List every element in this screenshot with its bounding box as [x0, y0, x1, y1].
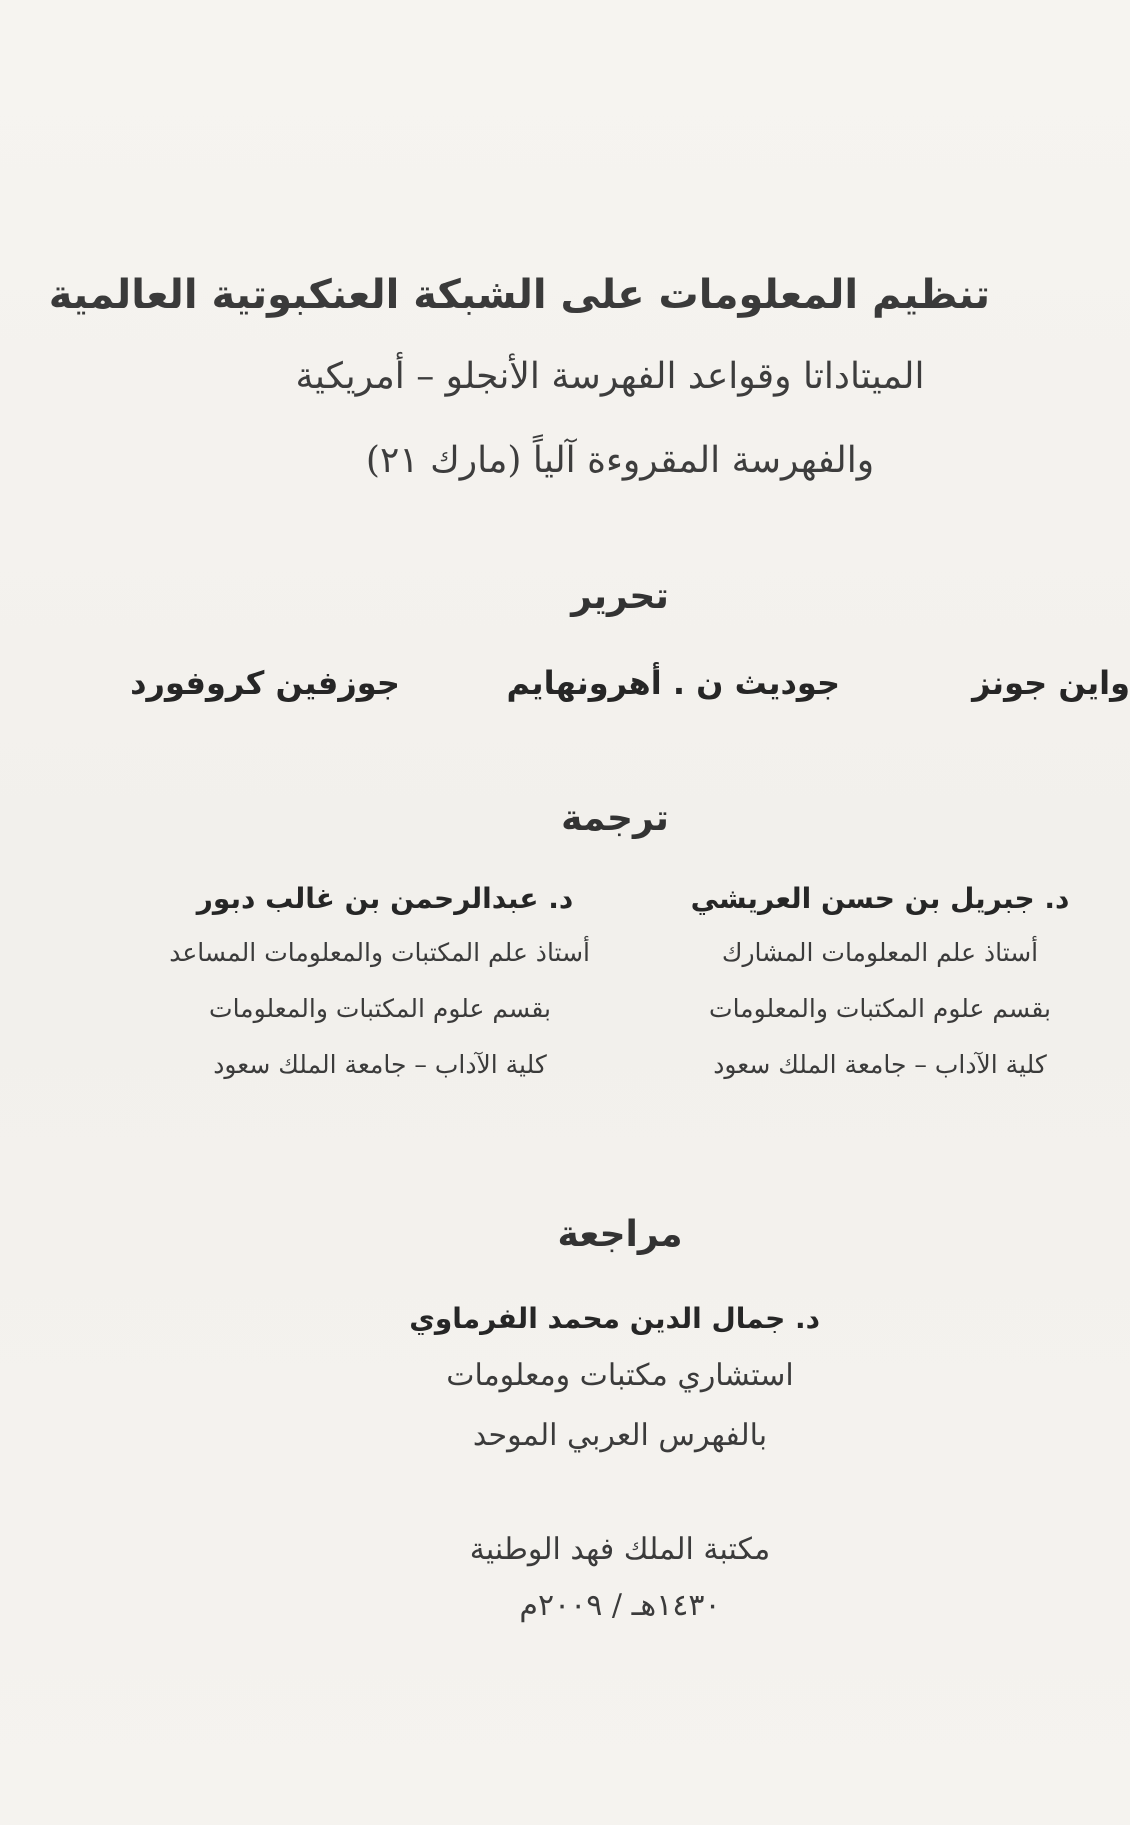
translator-2-name: د. عبدالرحمن بن غالب دبور — [196, 882, 574, 915]
reviewer-name: د. جمال الدين محمد الفرماوي — [409, 1302, 820, 1335]
publication-date: ١٤٣٠هـ / ٢٠٠٩م — [519, 1588, 721, 1623]
translator-1-name: د. جبريل بن حسن العريشي — [690, 882, 1070, 915]
translation-heading: ترجمة — [561, 798, 669, 839]
translator-2-title: أستاذ علم المكتبات والمعلومات المساعد — [169, 938, 590, 967]
editor-3: جوزفين كروفورد — [130, 664, 400, 702]
translator-2-college: كلية الآداب – جامعة الملك سعود — [213, 1050, 547, 1079]
book-subtitle-line-1: الميتاداتا وقواعد الفهرسة الأنجلو – أمريكية — [295, 356, 925, 397]
translator-1-title: أستاذ علم المعلومات المشارك — [721, 938, 1039, 967]
editing-heading: تحرير — [571, 576, 669, 617]
translator-2-department: بقسم علوم المكتبات والمعلومات — [209, 994, 551, 1023]
editor-1: واين جونز — [972, 664, 1130, 702]
translator-1-college: كلية الآداب – جامعة الملك سعود — [713, 1050, 1047, 1079]
book-subtitle-line-2: والفهرسة المقروءة آلياً (مارك ٢١) — [365, 440, 875, 481]
translator-1-department: بقسم علوم المكتبات والمعلومات — [709, 994, 1051, 1023]
editor-2: جوديث ن . أهرونهايم — [506, 664, 840, 702]
reviewer-title: استشاري مكتبات ومعلومات — [446, 1358, 794, 1393]
book-title: تنظيم المعلومات على الشبكة العنكبوتية العالمية — [48, 272, 990, 318]
reviewer-affiliation: بالفهرس العربي الموحد — [472, 1418, 768, 1453]
publisher-name: مكتبة الملك فهد الوطنية — [469, 1532, 771, 1567]
review-heading: مراجعة — [557, 1214, 683, 1255]
